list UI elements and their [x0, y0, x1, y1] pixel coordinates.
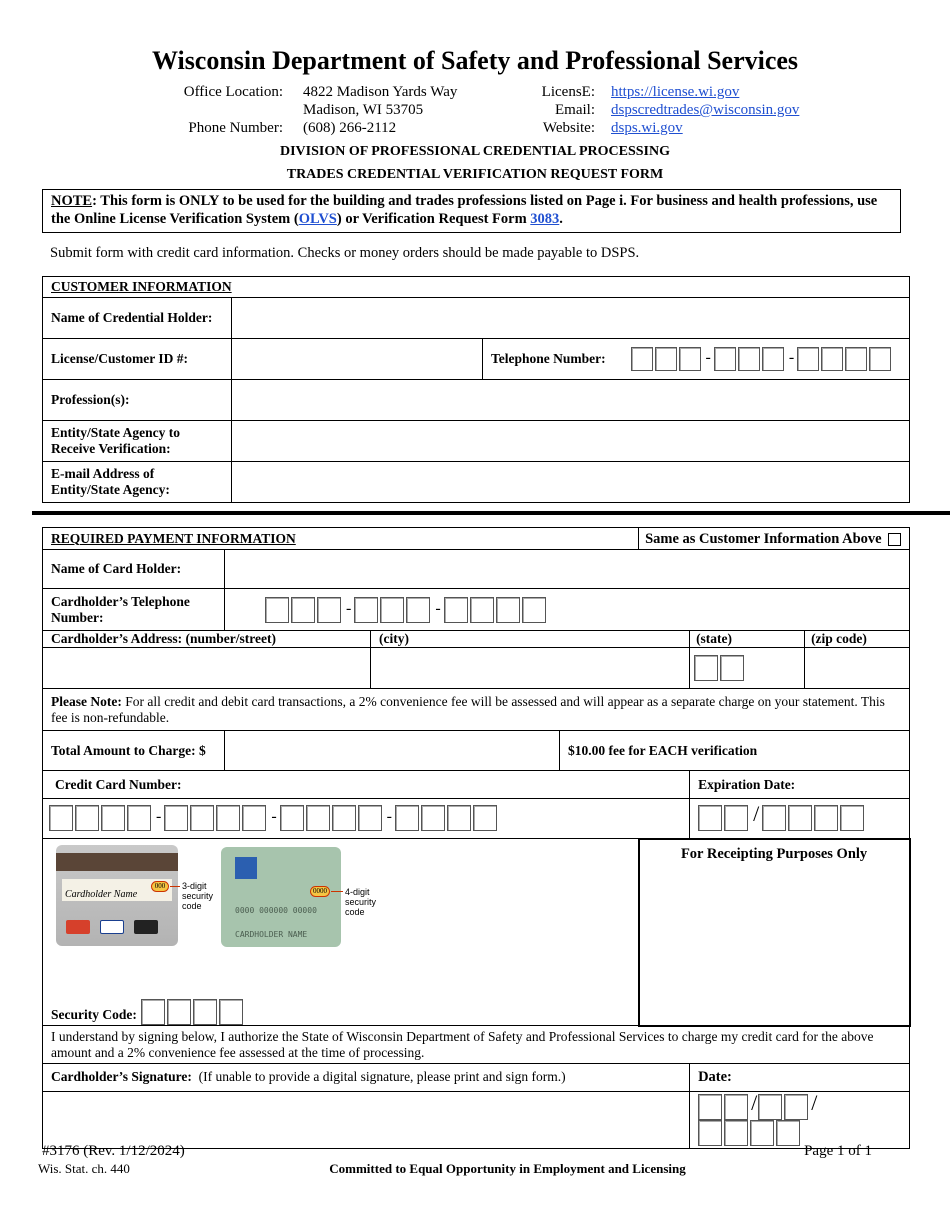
- total-input[interactable]: [225, 731, 560, 771]
- email-label: Email:: [555, 102, 595, 118]
- phone-number-label: Phone Number:: [188, 120, 283, 136]
- receipting-title: For Receipting Purposes Only: [680, 845, 868, 862]
- expiration-label: Expiration Date:: [690, 771, 910, 799]
- note-box: NOTE: This form is ONLY to be used for the building and trades professions listed on Page i. For business and health professions, use the Online License Verification System (OLVS) or Verification Request Form 3083.: [42, 189, 901, 233]
- amex-logo-icon: [235, 857, 257, 879]
- signature-label-cell: Cardholder’s Signature: (If unable to provide a digital signature, please print and sign form.): [43, 1063, 690, 1091]
- form-3083-link[interactable]: 3083: [530, 211, 560, 227]
- signature-input[interactable]: [43, 1091, 690, 1148]
- amex-card-front-image: [221, 847, 341, 947]
- address-input[interactable]: [43, 648, 371, 689]
- page-number: Page 1 of 1: [804, 1143, 872, 1159]
- security-code-cell: [43, 839, 639, 1026]
- card1-code-desc: 3-digit security code: [182, 881, 214, 911]
- mastercard-icon: [66, 920, 90, 934]
- date-input[interactable]: / /: [690, 1091, 910, 1148]
- same-as-checkbox[interactable]: [888, 533, 901, 546]
- total-label: Total Amount to Charge: $: [43, 731, 225, 771]
- telephone-input[interactable]: - -: [627, 339, 910, 380]
- phone-number: (608) 266-2112: [303, 120, 397, 136]
- entity-label: Entity/State Agency to Receive Verification:: [43, 421, 232, 462]
- card-phone-input[interactable]: - -: [225, 589, 910, 631]
- cc-number-label: Credit Card Number:: [43, 771, 690, 799]
- telephone-label: Telephone Number:: [483, 339, 627, 380]
- entity-email-input[interactable]: [232, 462, 910, 503]
- security-code-label: Security Code:: [51, 1007, 137, 1022]
- license-id-label: License/Customer ID #:: [43, 339, 232, 380]
- section-divider: [32, 511, 950, 515]
- discover-icon: [134, 920, 158, 934]
- state-input[interactable]: [690, 648, 805, 689]
- credential-holder-label: Name of Credential Holder:: [43, 298, 232, 339]
- address-label: Cardholder’s Address: (number/street): [43, 631, 371, 648]
- authorization-text: I understand by signing below, I authorize the State of Wisconsin Department of Safety and Professional Services to charge my credit card for the above amount and a 2% convenience fee assessed at the time of processing.: [43, 1026, 910, 1064]
- card1-code-oval: 000: [151, 881, 169, 892]
- office-address-line1: 4822 Madison Yards Way: [303, 84, 458, 100]
- statute: Wis. Stat. ch. 440: [38, 1161, 130, 1176]
- form-title: TRADES CREDENTIAL VERIFICATION REQUEST FORM: [286, 167, 664, 182]
- olvs-link[interactable]: OLVS: [298, 211, 337, 227]
- form-number: #3176 (Rev. 1/12/2024): [42, 1143, 185, 1159]
- card-holder-input[interactable]: [225, 550, 910, 589]
- card1-cardholder-name: Cardholder Name: [62, 879, 172, 901]
- customer-info-table: [42, 276, 910, 503]
- license-link[interactable]: https://license.wi.gov: [611, 84, 740, 100]
- card-phone-label: Cardholder’s Telephone Number:: [43, 589, 225, 631]
- security-code-input[interactable]: [141, 999, 245, 1025]
- website-label: Website:: [542, 120, 595, 136]
- license-id-input[interactable]: [232, 339, 483, 380]
- zip-label: (zip code): [805, 631, 910, 648]
- page-title: Wisconsin Department of Safety and Professional Services: [151, 46, 799, 75]
- profession-input[interactable]: [232, 380, 910, 421]
- payment-info-table: [42, 527, 911, 1149]
- equal-opportunity: Committed to Equal Opportunity in Employment and Licensing: [329, 1161, 686, 1176]
- city-input[interactable]: [371, 648, 690, 689]
- receipting-box: [639, 839, 910, 1026]
- card-illustrations: [43, 839, 638, 999]
- state-label: (state): [690, 631, 805, 648]
- license-label: LicensE:: [541, 84, 595, 100]
- payment-section-title: REQUIRED PAYMENT INFORMATION: [51, 530, 296, 546]
- visa-icon: [100, 920, 124, 934]
- profession-label: Profession(s):: [43, 380, 232, 421]
- card2-number: 0000 000000 00000: [235, 906, 317, 915]
- date-label: Date:: [690, 1063, 910, 1091]
- zip-input[interactable]: [805, 648, 910, 689]
- note-label: NOTE: [51, 193, 93, 209]
- division-title: DIVISION OF PROFESSIONAL CREDENTIAL PROCESSING: [279, 144, 670, 159]
- card-holder-label: Name of Card Holder:: [43, 550, 225, 589]
- convenience-fee-note: Please Note: For all credit and debit card transactions, a 2% convenience fee will be assessed and will appear as a separate charge on your statement. This fee is non-refundable.: [43, 689, 910, 731]
- fee-text: $10.00 fee for EACH verification: [560, 731, 910, 771]
- office-location-label: Office Location:: [183, 84, 283, 100]
- card2-code-oval: 0000: [310, 886, 330, 897]
- customer-section-title: CUSTOMER INFORMATION: [51, 279, 232, 294]
- expiration-input[interactable]: /: [690, 799, 910, 839]
- card2-code-desc: 4-digit security code: [345, 887, 377, 917]
- same-as-customer[interactable]: Same as Customer Information Above: [639, 528, 910, 550]
- credential-holder-input[interactable]: [232, 298, 910, 339]
- submit-instructions: Submit form with credit card information. Checks or money orders should be made payable to DSPS.: [50, 245, 640, 261]
- entity-email-label: E-mail Address of Entity/State Agency:: [43, 462, 232, 503]
- entity-input[interactable]: [232, 421, 910, 462]
- card2-holder-name: CARDHOLDER NAME: [235, 930, 308, 939]
- office-address-line2: Madison, WI 53705: [303, 102, 424, 118]
- website-link[interactable]: dsps.wi.gov: [611, 120, 683, 136]
- email-link[interactable]: dspscredtrades@wisconsin.gov: [611, 102, 800, 118]
- credit-card-back-image: [56, 845, 178, 946]
- cc-number-input[interactable]: - - -: [43, 799, 690, 839]
- city-label: (city): [371, 631, 690, 648]
